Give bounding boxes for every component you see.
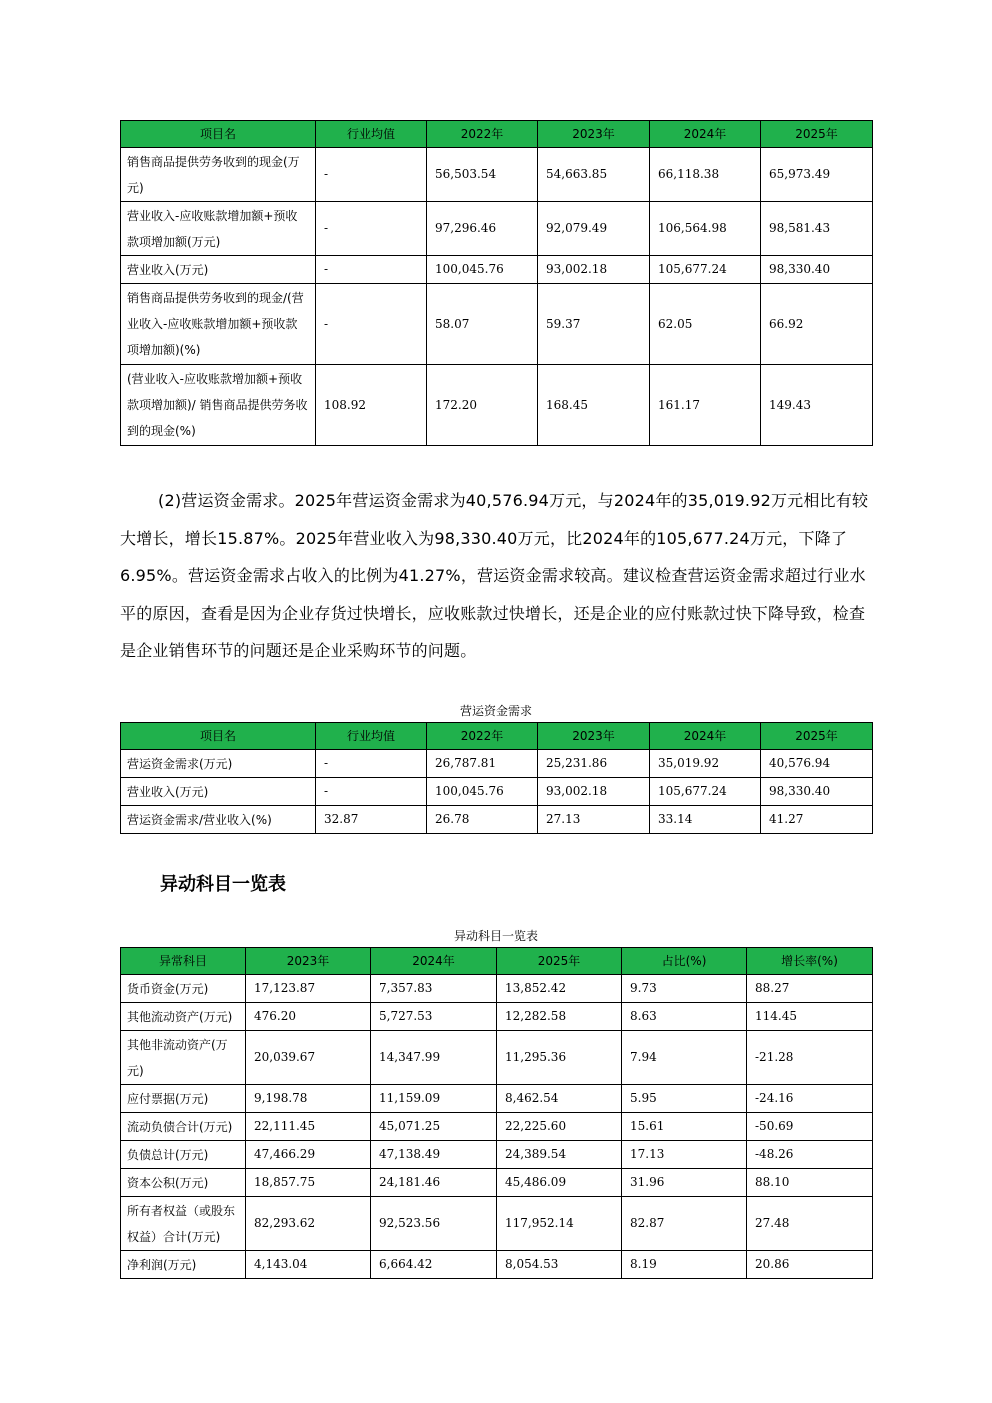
table-cell: 11,159.09 bbox=[371, 1085, 497, 1113]
table-cell: 8.19 bbox=[622, 1251, 747, 1279]
table-cell: 7.94 bbox=[622, 1031, 747, 1085]
table-row bbox=[121, 1031, 873, 1085]
table-cell: 82.87 bbox=[622, 1197, 747, 1251]
row-label: 所有者权益（或股东权益）合计(万元) bbox=[121, 1197, 246, 1251]
table-cell: 22,111.45 bbox=[246, 1113, 371, 1141]
table-cell: 172.20 bbox=[427, 365, 538, 446]
row-label: 其他非流动资产(万元) bbox=[121, 1031, 246, 1085]
table-row bbox=[121, 1085, 873, 1113]
table-cell: 98,330.40 bbox=[761, 256, 873, 284]
table-cell: 149.43 bbox=[761, 365, 873, 446]
row-label: 销售商品提供劳务收到的现金(万元) bbox=[121, 148, 316, 202]
row-label: 流动负债合计(万元) bbox=[121, 1113, 246, 1141]
header-cell: 2025年 bbox=[761, 121, 873, 148]
table-cell: 117,952.14 bbox=[497, 1197, 622, 1251]
table-cell: 92,523.56 bbox=[371, 1197, 497, 1251]
table-row bbox=[121, 1251, 873, 1279]
table-cell: 27.48 bbox=[747, 1197, 873, 1251]
table-cell: 106,564.98 bbox=[650, 202, 761, 256]
table-cell: - bbox=[316, 148, 427, 202]
table-cell: 25,231.86 bbox=[538, 750, 650, 778]
table-cell: 20,039.67 bbox=[246, 1031, 371, 1085]
table-cell: 93,002.18 bbox=[538, 256, 650, 284]
table-row bbox=[121, 1113, 873, 1141]
row-label: 其他流动资产(万元) bbox=[121, 1003, 246, 1031]
table-cell: 11,295.36 bbox=[497, 1031, 622, 1085]
table-row bbox=[121, 750, 873, 778]
table-cell: 114.45 bbox=[747, 1003, 873, 1031]
table-header-row bbox=[121, 723, 873, 750]
table-cell: 47,466.29 bbox=[246, 1141, 371, 1169]
table-cell: 168.45 bbox=[538, 365, 650, 446]
table-cell: - bbox=[316, 284, 427, 365]
header-cell: 2022年 bbox=[427, 121, 538, 148]
table-cell: - bbox=[316, 778, 427, 806]
cash-ratio-table bbox=[120, 120, 873, 446]
table-cell: 100,045.76 bbox=[427, 256, 538, 284]
table-cell: - bbox=[316, 256, 427, 284]
table-cell: 26.78 bbox=[427, 806, 538, 834]
table-cell: 5,727.53 bbox=[371, 1003, 497, 1031]
table-cell: 98,330.40 bbox=[761, 778, 873, 806]
header-cell: 2023年 bbox=[538, 121, 650, 148]
analysis-paragraph: (2)营运资金需求。2025年营运资金需求为40,576.94万元，与2024年的35,019.92万元相比有较大增长，增长15.87%。2025年营业收入为98,330.40万元，比2024年的105,677.24万元，下降了6.95%。营运资金需求占收入的比例为41.27%，营运资金需求较高。建议检查营运资金需求超过行业水平的原因，查看是因为企业存货过快增长，应收账款过快增长，还是企业的应付账款过快下降导致，检查是企业销售环节的问题还是企业采购环节的问题。 bbox=[120, 491, 869, 660]
table-cell: - bbox=[316, 202, 427, 256]
table-cell: 20.86 bbox=[747, 1251, 873, 1279]
table-cell: -24.16 bbox=[747, 1085, 873, 1113]
table-cell: - bbox=[316, 750, 427, 778]
row-label: 应付票据(万元) bbox=[121, 1085, 246, 1113]
table-cell: 97,296.46 bbox=[427, 202, 538, 256]
row-label: 负债总计(万元) bbox=[121, 1141, 246, 1169]
table-caption: 异动科目一览表 bbox=[453, 929, 538, 943]
table-cell: 6,664.42 bbox=[371, 1251, 497, 1279]
header-cell: 增长率(%) bbox=[747, 948, 873, 975]
table-caption: 营运资金需求 bbox=[459, 704, 532, 718]
table-row bbox=[121, 778, 873, 806]
table-cell: -21.28 bbox=[747, 1031, 873, 1085]
table-cell: 24,181.46 bbox=[371, 1169, 497, 1197]
table-row bbox=[121, 1141, 873, 1169]
header-cell: 占比(%) bbox=[622, 948, 747, 975]
row-label: 销售商品提供劳务收到的现金/(营业收入-应收账款增加额+预收款项增加额)(%) bbox=[121, 284, 316, 365]
table-cell: 105,677.24 bbox=[650, 256, 761, 284]
header-cell: 2025年 bbox=[497, 948, 622, 975]
row-label: (营业收入-应收账款增加额+预收款项增加额)/ 销售商品提供劳务收到的现金(%) bbox=[121, 365, 316, 446]
table-cell: 92,079.49 bbox=[538, 202, 650, 256]
table-row bbox=[121, 806, 873, 834]
table-cell: 32.87 bbox=[316, 806, 427, 834]
table-row bbox=[121, 284, 873, 365]
header-cell: 2024年 bbox=[650, 121, 761, 148]
row-label: 营运资金需求(万元) bbox=[121, 750, 316, 778]
table-row bbox=[121, 365, 873, 446]
row-label: 资本公积(万元) bbox=[121, 1169, 246, 1197]
table-row bbox=[121, 202, 873, 256]
header-cell: 行业均值 bbox=[316, 121, 427, 148]
table-cell: 15.61 bbox=[622, 1113, 747, 1141]
header-cell: 2024年 bbox=[650, 723, 761, 750]
header-cell: 2022年 bbox=[427, 723, 538, 750]
table-cell: 45,486.09 bbox=[497, 1169, 622, 1197]
table-cell: 17,123.87 bbox=[246, 975, 371, 1003]
table-cell: 26,787.81 bbox=[427, 750, 538, 778]
table-row bbox=[121, 256, 873, 284]
table-cell: 22,225.60 bbox=[497, 1113, 622, 1141]
table-row bbox=[121, 148, 873, 202]
header-cell: 行业均值 bbox=[316, 723, 427, 750]
header-cell: 项目名 bbox=[121, 121, 316, 148]
table-cell: 93,002.18 bbox=[538, 778, 650, 806]
table-cell: 8,054.53 bbox=[497, 1251, 622, 1279]
table-cell: 7,357.83 bbox=[371, 975, 497, 1003]
table-cell: 56,503.54 bbox=[427, 148, 538, 202]
table-cell: 59.37 bbox=[538, 284, 650, 365]
table-cell: 58.07 bbox=[427, 284, 538, 365]
table-cell: 31.96 bbox=[622, 1169, 747, 1197]
table-cell: 54,663.85 bbox=[538, 148, 650, 202]
table-cell: 8,462.54 bbox=[497, 1085, 622, 1113]
row-label: 营业收入(万元) bbox=[121, 256, 316, 284]
table-cell: 18,857.75 bbox=[246, 1169, 371, 1197]
table-cell: 45,071.25 bbox=[371, 1113, 497, 1141]
header-cell: 异常科目 bbox=[121, 948, 246, 975]
row-label: 营运资金需求/营业收入(%) bbox=[121, 806, 316, 834]
table-cell: 65,973.49 bbox=[761, 148, 873, 202]
abnormal-items-table bbox=[120, 947, 873, 1279]
header-cell: 2025年 bbox=[761, 723, 873, 750]
table-header-row bbox=[121, 948, 873, 975]
table-cell: 62.05 bbox=[650, 284, 761, 365]
table-cell: 161.17 bbox=[650, 365, 761, 446]
table-cell: 88.10 bbox=[747, 1169, 873, 1197]
table-cell: 17.13 bbox=[622, 1141, 747, 1169]
table-cell: 47,138.49 bbox=[371, 1141, 497, 1169]
table-cell: 12,282.58 bbox=[497, 1003, 622, 1031]
table-cell: 14,347.99 bbox=[371, 1031, 497, 1085]
table-cell: 82,293.62 bbox=[246, 1197, 371, 1251]
table-cell: -48.26 bbox=[747, 1141, 873, 1169]
table-cell: 41.27 bbox=[761, 806, 873, 834]
header-cell: 2024年 bbox=[371, 948, 497, 975]
table-cell: 13,852.42 bbox=[497, 975, 622, 1003]
working-capital-table bbox=[120, 722, 873, 834]
table-cell: 9.73 bbox=[622, 975, 747, 1003]
table-row bbox=[121, 975, 873, 1003]
table-cell: 476.20 bbox=[246, 1003, 371, 1031]
table-cell: 88.27 bbox=[747, 975, 873, 1003]
table-row bbox=[121, 1169, 873, 1197]
table-cell: 108.92 bbox=[316, 365, 427, 446]
table-cell: 105,677.24 bbox=[650, 778, 761, 806]
table-cell: 4,143.04 bbox=[246, 1251, 371, 1279]
table-cell: 66.92 bbox=[761, 284, 873, 365]
table-cell: 100,045.76 bbox=[427, 778, 538, 806]
header-cell: 项目名 bbox=[121, 723, 316, 750]
row-label: 营业收入-应收账款增加额+预收款项增加额(万元) bbox=[121, 202, 316, 256]
section-title: 异动科目一览表 bbox=[160, 874, 286, 895]
table-cell: 98,581.43 bbox=[761, 202, 873, 256]
row-label: 货币资金(万元) bbox=[121, 975, 246, 1003]
table-cell: 33.14 bbox=[650, 806, 761, 834]
header-cell: 2023年 bbox=[246, 948, 371, 975]
table-cell: 5.95 bbox=[622, 1085, 747, 1113]
table-header-row bbox=[121, 121, 873, 148]
table-cell: 66,118.38 bbox=[650, 148, 761, 202]
table-row bbox=[121, 1003, 873, 1031]
header-cell: 2023年 bbox=[538, 723, 650, 750]
table-cell: 24,389.54 bbox=[497, 1141, 622, 1169]
row-label: 净利润(万元) bbox=[121, 1251, 246, 1279]
table-cell: -50.69 bbox=[747, 1113, 873, 1141]
table-cell: 8.63 bbox=[622, 1003, 747, 1031]
table-cell: 27.13 bbox=[538, 806, 650, 834]
table-cell: 35,019.92 bbox=[650, 750, 761, 778]
table-cell: 9,198.78 bbox=[246, 1085, 371, 1113]
table-row bbox=[121, 1197, 873, 1251]
row-label: 营业收入(万元) bbox=[121, 778, 316, 806]
table-cell: 40,576.94 bbox=[761, 750, 873, 778]
